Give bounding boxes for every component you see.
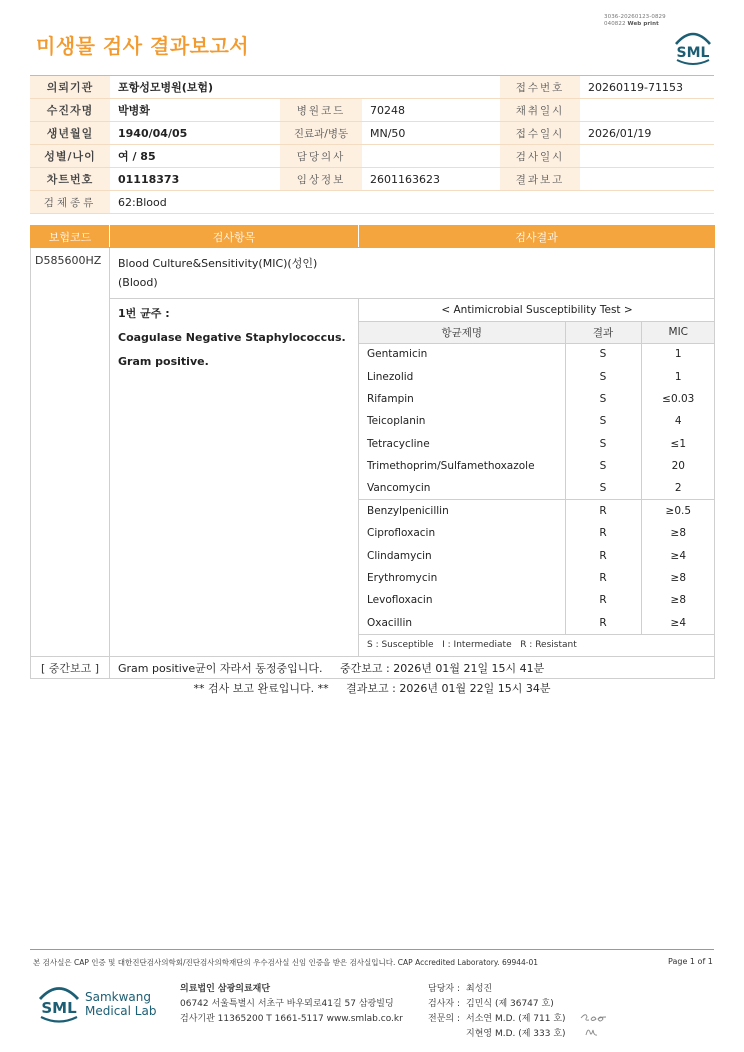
susceptibility-result: S xyxy=(565,433,641,455)
collect-date-label: 채취일시 xyxy=(500,99,580,122)
org-contact: 검사기관 11365200 T 1661-5117 www.smlab.co.kr xyxy=(180,1014,403,1024)
ast-row xyxy=(359,343,715,365)
susceptibility-result: R xyxy=(565,522,641,544)
receipt-no-value: 20260119-71153 xyxy=(580,76,714,99)
receipt-date-value: 2026/01/19 xyxy=(580,122,714,145)
request-org-value: 포항성모병원(보험) xyxy=(110,76,500,99)
mic-value: ≥4 xyxy=(670,549,686,562)
staff-name: 최성진 xyxy=(466,984,493,994)
report-value xyxy=(580,168,714,191)
test-date-value xyxy=(580,145,714,168)
staff-name: 서소연 M.D. (제 711 호) xyxy=(466,1014,566,1024)
dept-label: 진료과/병동 xyxy=(280,122,362,145)
ast-row xyxy=(359,522,715,544)
footer-divider xyxy=(30,949,714,950)
collect-date-value xyxy=(580,99,714,122)
org-info xyxy=(180,982,403,1027)
ast-cell xyxy=(359,299,715,657)
susceptibility-result: R xyxy=(565,500,641,522)
svg-text:SML: SML xyxy=(41,999,77,1017)
item-header: 검사항목 xyxy=(110,226,359,248)
sex-age-label: 성별/나이 xyxy=(30,145,110,168)
clinical-info-label: 임상정보 xyxy=(280,168,362,191)
mic-value: 20 xyxy=(671,460,685,473)
brand-name xyxy=(85,990,156,1018)
mic-value: ≥8 xyxy=(670,527,686,540)
mic-value: ≤0.03 xyxy=(662,392,695,405)
org-address: 06742 서울특별시 서초구 바우뫼로41길 57 삼광빌딩 xyxy=(180,999,394,1009)
susceptibility-result: R xyxy=(565,612,641,634)
patient-name-label: 수진자명 xyxy=(30,99,110,122)
ast-row xyxy=(359,455,715,477)
antibiotic-header: 항균제명 xyxy=(359,321,565,343)
antibiotic-name: Linezolid xyxy=(367,370,414,383)
certification-note: 본 검사실은 CAP 인증 및 대한진단검사의학회/진단검사의학재단의 우수검사실 신임 인증을 받은 검사실입니다. CAP Accredited Laboratory. 69944-01 xyxy=(33,958,539,967)
antibiotic-name: Gentamicin xyxy=(367,348,428,361)
test-name-line1: Blood Culture&Sensitivity(MIC)(성인) xyxy=(118,257,318,270)
ast-row xyxy=(359,388,715,410)
ast-row xyxy=(359,589,715,611)
dob-value: 1940/04/05 xyxy=(110,122,280,145)
signature-icon xyxy=(578,1010,610,1040)
gram-stain: Gram positive. xyxy=(118,355,209,368)
mic-value: 4 xyxy=(674,415,682,428)
interim-label: [ 중간보고 ] xyxy=(31,657,110,679)
mic-value: ≥4 xyxy=(670,616,686,629)
results-table xyxy=(30,225,715,679)
staff-row xyxy=(428,997,566,1012)
antibiotic-name: Clindamycin xyxy=(367,549,432,562)
susceptibility-result: R xyxy=(565,567,641,589)
susceptibility-result: R xyxy=(565,589,641,611)
mic-header: MIC xyxy=(641,321,715,343)
request-org-label: 의뢰기관 xyxy=(30,76,110,99)
susceptibility-result: S xyxy=(565,455,641,477)
antibiotic-name: Trimethoprim/Sulfamethoxazole xyxy=(367,460,535,473)
ast-row xyxy=(359,365,715,387)
staff-list xyxy=(428,982,566,1042)
patient-name-value: 박병화 xyxy=(110,99,280,122)
hospital-code-label: 병원코드 xyxy=(280,99,362,122)
page-number: Page 1 of 1 xyxy=(668,957,713,966)
test-date-label: 검사일시 xyxy=(500,145,580,168)
ast-table xyxy=(359,299,715,656)
staff-name: 지현영 M.D. (제 333 호) xyxy=(466,1029,566,1039)
patient-info-table xyxy=(30,75,714,214)
dept-value: MN/50 xyxy=(362,122,500,145)
chart-no-label: 차트번호 xyxy=(30,168,110,191)
susceptibility-result: S xyxy=(565,388,641,410)
brand-line1: Samkwang xyxy=(85,990,151,1004)
antibiotic-name: Erythromycin xyxy=(367,572,438,585)
sml-footer-logo-icon xyxy=(36,980,82,1024)
ast-row xyxy=(359,500,715,522)
interim-text: Gram positive균이 자라서 동정중입니다. 중간보고 : 2026년 01월 21일 15시 41분 xyxy=(110,657,715,679)
chart-no-value: 01118373 xyxy=(110,168,280,191)
antibiotic-name: Ciprofloxacin xyxy=(367,527,436,540)
print-id-line1: 3036-20260123-0829 xyxy=(604,14,666,20)
ast-row xyxy=(359,545,715,567)
org-name: 의료법인 삼광의료재단 xyxy=(180,984,271,994)
doctor-value xyxy=(362,145,500,168)
result-col-header: 결과 xyxy=(565,321,641,343)
ast-row xyxy=(359,410,715,432)
susceptibility-result: R xyxy=(565,545,641,567)
dob-label: 생년월일 xyxy=(30,122,110,145)
staff-role: 검사자 : xyxy=(428,999,460,1009)
mic-value: ≥0.5 xyxy=(641,500,715,522)
page-title: 미생물 검사 결과보고서 xyxy=(36,34,250,58)
report-label: 결과보고 xyxy=(500,168,580,191)
svg-text:SML: SML xyxy=(676,45,710,61)
mic-value: ≤1 xyxy=(670,437,686,450)
organism-cell xyxy=(110,299,359,657)
ast-legend: S : Susceptible I : Intermediate R : Resistant xyxy=(359,634,715,656)
insurance-code: D585600HZ xyxy=(31,248,110,657)
antibiotic-name: Tetracycline xyxy=(367,437,430,450)
code-header: 보험코드 xyxy=(31,226,110,248)
mic-value: 1 xyxy=(674,370,682,383)
mic-value: ≥8 xyxy=(670,572,686,585)
ast-row xyxy=(359,612,715,634)
print-id-code: 040822 xyxy=(604,21,626,27)
staff-row xyxy=(428,1027,566,1042)
antibiotic-name: Vancomycin xyxy=(367,482,431,495)
specimen-label: 검체종류 xyxy=(30,191,110,214)
mic-value: ≥8 xyxy=(670,594,686,607)
result-header: 검사결과 xyxy=(359,226,715,248)
staff-role: 전문의 : xyxy=(428,1014,460,1024)
brand-line2: Medical Lab xyxy=(85,1004,157,1018)
antibiotic-name: Rifampin xyxy=(367,392,414,405)
staff-role xyxy=(428,1027,466,1042)
susceptibility-result: S xyxy=(565,343,641,365)
staff-row xyxy=(428,1012,566,1027)
ast-row xyxy=(359,477,715,499)
organism-label: 1번 균주 : xyxy=(118,307,170,320)
ast-row xyxy=(359,433,715,455)
clinical-info-value: 2601163623 xyxy=(362,168,500,191)
antibiotic-name: Oxacillin xyxy=(367,616,413,629)
susceptibility-result: S xyxy=(565,477,641,499)
receipt-no-label: 접수번호 xyxy=(500,76,580,99)
test-name xyxy=(110,248,715,299)
test-name-line2: (Blood) xyxy=(118,276,158,289)
antibiotic-name: Benzylpenicillin xyxy=(359,500,565,522)
susceptibility-result: S xyxy=(565,365,641,387)
mic-value: 2 xyxy=(674,482,682,495)
organism-name: Coagulase Negative Staphylococcus. xyxy=(118,331,346,344)
antibiotic-name: Teicoplanin xyxy=(367,415,426,428)
ast-legend-row xyxy=(359,634,715,656)
web-print-label: Web print xyxy=(627,21,659,27)
ast-title: < Antimicrobial Susceptibility Test > xyxy=(359,299,715,321)
receipt-date-label: 접수일시 xyxy=(500,122,580,145)
mic-value: 1 xyxy=(674,348,682,361)
final-report-line: ** 검사 보고 완료입니다. ** 결과보고 : 2026년 01월 22일 15시 34분 xyxy=(193,682,551,695)
antibiotic-name: Levofloxacin xyxy=(367,594,433,607)
staff-row xyxy=(428,982,566,997)
staff-name: 김민식 (제 36747 호) xyxy=(466,999,554,1009)
ast-row xyxy=(359,567,715,589)
sex-age-value: 여 / 85 xyxy=(110,145,280,168)
doctor-label: 담당의사 xyxy=(280,145,362,168)
staff-role: 담당자 : xyxy=(428,984,460,994)
print-id xyxy=(604,14,666,28)
specimen-value: 62:Blood xyxy=(110,191,714,214)
sml-logo-icon xyxy=(672,26,714,66)
susceptibility-result: S xyxy=(565,410,641,432)
hospital-code-value: 70248 xyxy=(362,99,500,122)
